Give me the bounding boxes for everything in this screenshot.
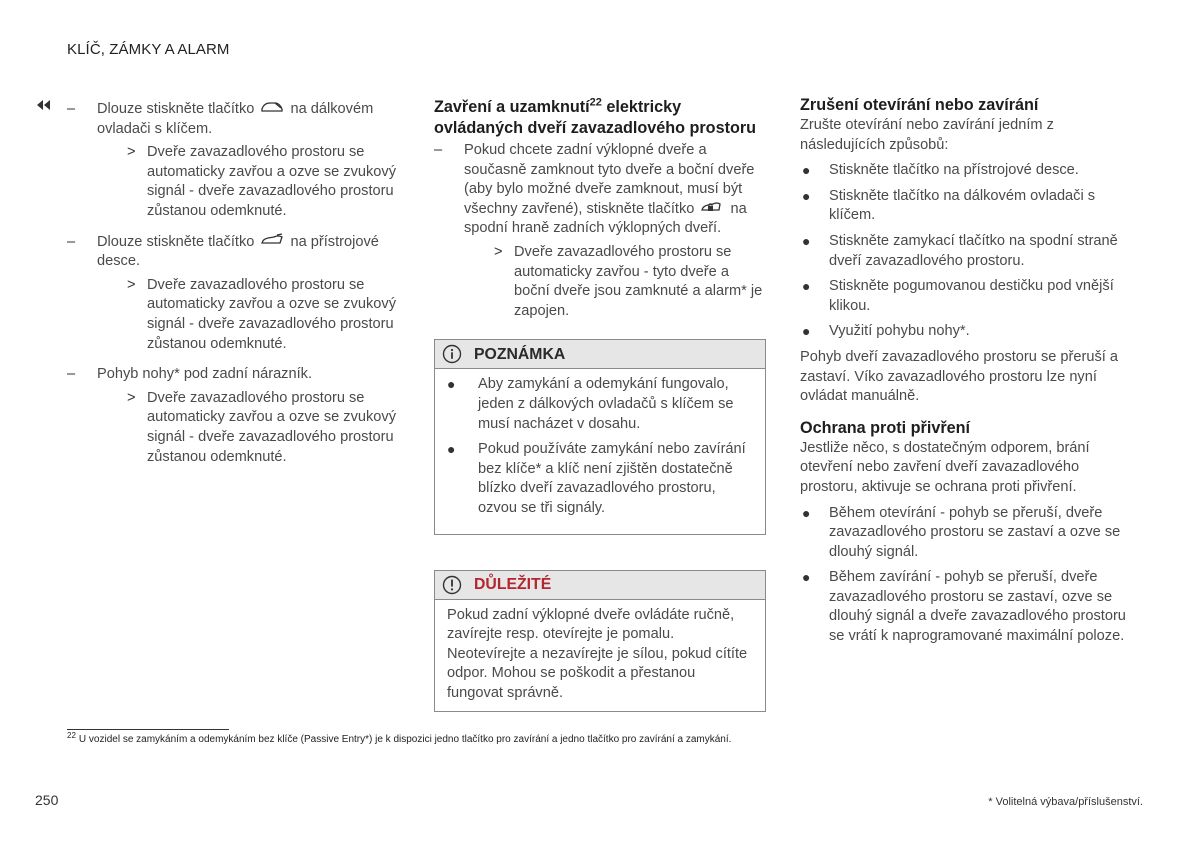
section-title: KLÍČ, ZÁMKY A ALARM (67, 41, 230, 58)
important-header (435, 571, 765, 600)
list-item: ● Využití pohybu nohy*. (802, 323, 970, 340)
column-right (800, 95, 1132, 647)
list-item: – Dlouze stiskněte tlačítko na přístrojové desce. > Dveře zavazadlového prostoru se automaticky zavřou a ozve se zvukový signál - dveře zavazadlového prostoru zůstanou odemknuté. (67, 233, 402, 355)
tailgate-remote-button-icon (260, 100, 284, 114)
list-item: – Pohyb nohy* pod zadní nárazník. > Dveře zavazadlového prostoru se automaticky zavřou a ozve se zvukový signál - dveře zavazadlového prostoru zůstanou odemknuté. (67, 365, 402, 467)
column-middle (434, 97, 766, 712)
exclamation-circle-icon (442, 575, 462, 595)
tailgate-lock-button-icon (700, 200, 724, 214)
tailgate-dashboard-button-icon (260, 233, 284, 247)
footnote: $^{22}$ U vozidel se zamykáním a odemykáním bez klíče (Passive Entry*) je k dispozici jedno tlačítko pro zavírání a jedno tlačítko pro zavírání a zamykání. (67, 730, 732, 745)
section-heading: Ochrana proti přivření (800, 418, 971, 437)
list-item: ● Stiskněte zamykací tlačítko na spodní straně dveří zavazadlového prostoru. (802, 232, 1118, 269)
paragraph: Pohyb dveří zavazadlového prostoru se přeruší a zastaví. Víko zavazadlového prostoru lze nyní ovládat manuálně. (800, 348, 1118, 405)
section-heading: Zavření a uzamknutí$^{22}$ elektricky ovládaných dveří zavazadlového prostoru (434, 96, 757, 137)
list-item: ● Aby zamykání a odemykání fungovalo, jeden z dálkových ovladačů s klíčem se musí nacházet v dosahu. (447, 376, 734, 432)
important-box (434, 570, 766, 713)
section-heading: Zrušení otevírání nebo zavírání (800, 96, 1039, 114)
note-title: POZNÁMKA (474, 345, 566, 363)
list-item: ● Stiskněte tlačítko na přístrojové desce. (802, 162, 1079, 179)
list-item: ● Během otevírání - pohyb se přeruší, dveře zavazadlového prostoru se zastaví a ozve se dlouhý signál. (802, 504, 1121, 560)
important-title: DŮLEŽITÉ (474, 575, 552, 593)
footer-note: * Volitelná výbava/příslušenství. (988, 796, 1143, 808)
important-body: Pokud zadní výklopné dveře ovládáte ručně, zavírejte resp. otevírejte je pomalu. Neotevírejte a nezavírejte je sílou, pokud cítíte odpor. Mohou se poškodit a přestanou fungovat správně. (447, 606, 748, 701)
result-text: > Dveře zavazadlového prostoru se automaticky zavřou - tyto dveře a boční dveře jsou zamknuté a alarm* je zapojen. (494, 243, 763, 319)
list-item: ● Pokud používáte zamykání nebo zavírání bez klíče* a klíč není zjištěn dostatečně blízko dveří zavazadlového prostoru, ozvou se tři signály. (447, 441, 746, 516)
note-body (435, 369, 765, 533)
list-item: ● Stiskněte tlačítko na dálkovém ovladači s klíčem. (802, 187, 1096, 224)
paragraph: Zrušte otevírání nebo zavírání jedním z následujících způsobů: (800, 117, 1054, 153)
note-header (435, 340, 765, 369)
column-left (67, 100, 402, 467)
result-text: > Dveře zavazadlového prostoru se automaticky zavřou a ozve se zvukový signál - dveře zavazadlového prostoru zůstanou odemknuté. (127, 144, 397, 219)
footnote-rule (67, 729, 229, 730)
result-text: > Dveře zavazadlového prostoru se automaticky zavřou a ozve se zvukový signál - dveře zavazadlového prostoru zůstanou odemknuté. (127, 389, 397, 465)
list-item: – Pokud chcete zadní výklopné dveře a současně zamknout tyto dveře a boční dveře (aby bylo možné dveře zamknout, musí být všechny zavřené), stiskněte tlačítko na spodní hraně zadních výklopných dveří. > Dveře zavazadlového prostoru se automaticky zavřou - tyto dveře a boční dveře jsou zamknuté a alarm* je zapojen. (434, 141, 766, 321)
page-number: 250 (35, 792, 59, 808)
double-left-arrow-icon (36, 98, 52, 112)
list-item: – Dlouze stiskněte tlačítko na dálkovém ovladači s klíčem. > Dveře zavazadlového prostoru se automaticky zavřou a ozve se zvukový signál - dveře zavazadlového prostoru zůstanou odemknuté. (67, 100, 402, 222)
note-box (434, 339, 766, 534)
info-circle-icon (442, 344, 462, 364)
result-text: > Dveře zavazadlového prostoru se automaticky zavřou a ozve se zvukový signál - dveře zavazadlového prostoru zůstanou odemknuté. (127, 276, 397, 352)
paragraph: Jestliže něco, s dostatečným odporem, brání otevření nebo zavření dveří zavazadlového prostoru, aktivuje se ochrana proti přivření. (800, 439, 1090, 495)
list-item: ● Během zavírání - pohyb se přeruší, dveře zavazadlového prostoru se zastaví, ozve se dlouhý signál a dveře zavazadlového prostoru se vrátí k naprogramované maximální poloze. (802, 569, 1126, 645)
list-item: ● Stiskněte pogumovanou destičku pod vnější klikou. (802, 278, 1114, 314)
